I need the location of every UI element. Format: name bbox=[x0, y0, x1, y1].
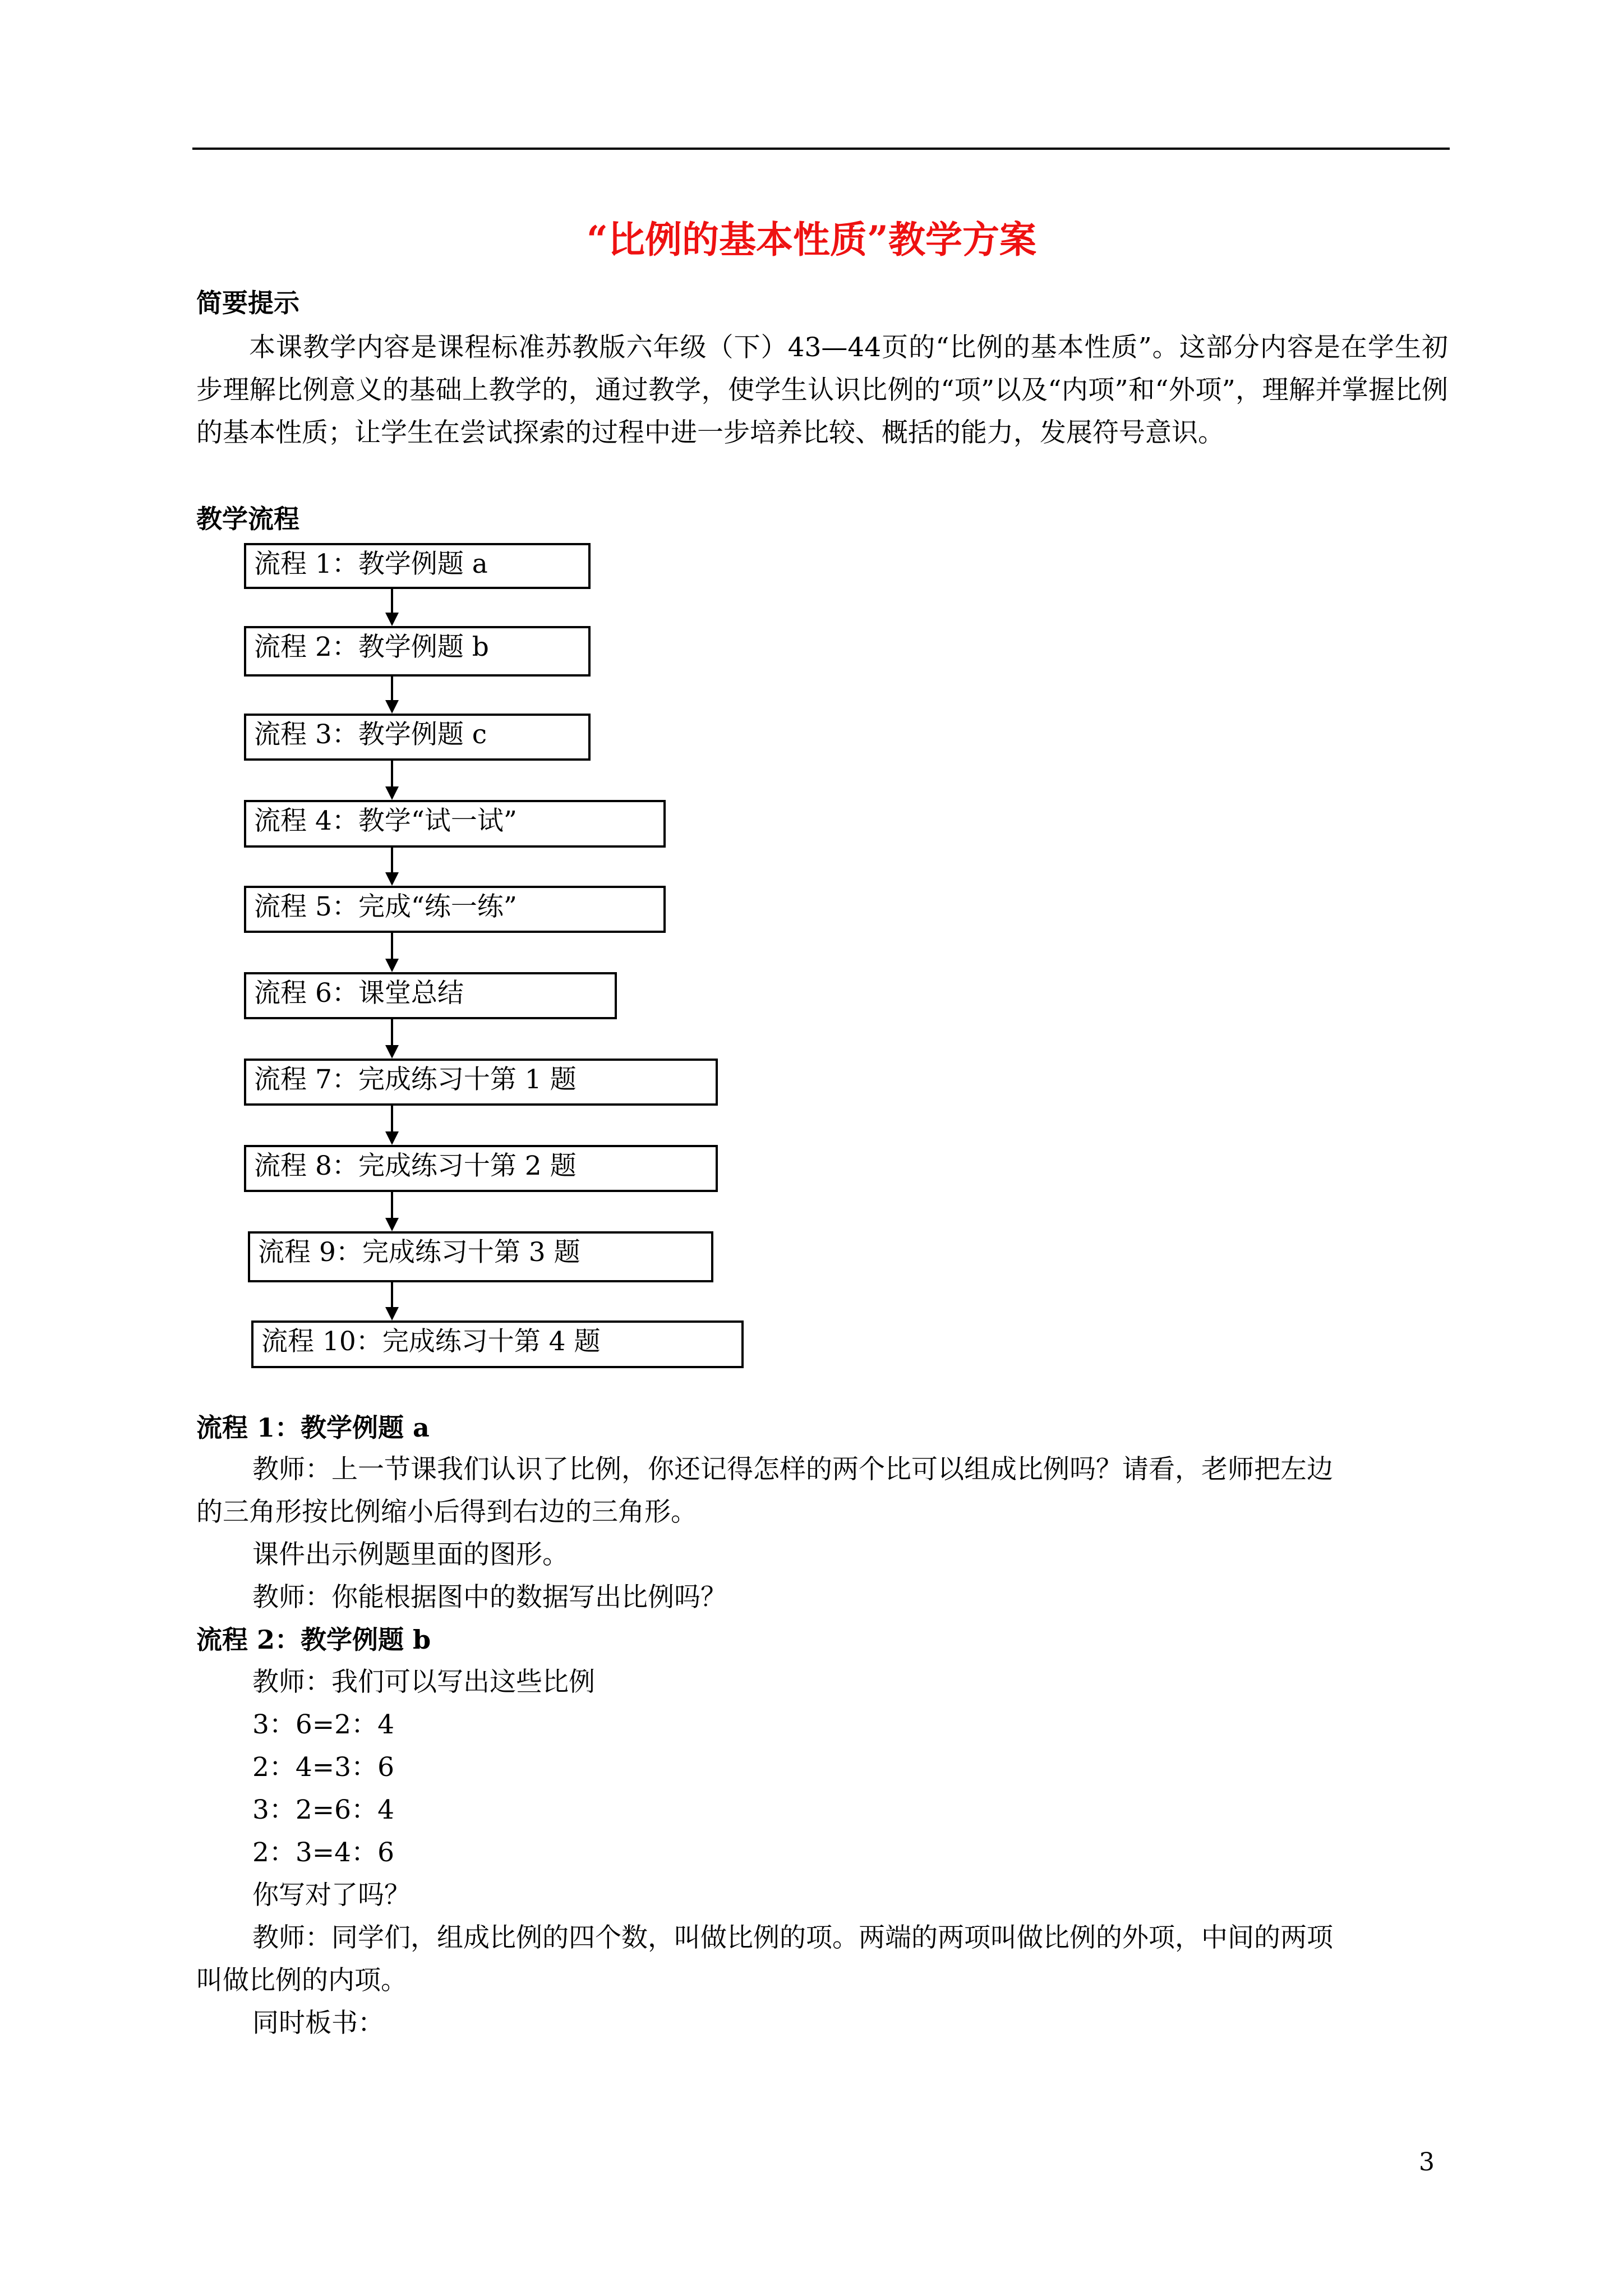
section2-para3-cont: 叫做比例的内项。 bbox=[196, 1965, 407, 1996]
section1-para3: 教师：你能根据图中的数据写出比例吗？ bbox=[252, 1582, 727, 1613]
flow-step-10: 流程 10：完成练习十第 4 题 bbox=[251, 1320, 744, 1368]
page-title: “比例的基本性质”教学方案 bbox=[587, 218, 1036, 261]
section2-para2: 你写对了吗？ bbox=[252, 1880, 411, 1911]
flow-step-7: 流程 7：完成练习十第 1 题 bbox=[244, 1059, 718, 1106]
flow-step-1: 流程 1：教学例题 a bbox=[244, 543, 591, 589]
arrow-down-icon bbox=[385, 1045, 399, 1059]
flow-step-3: 流程 3：教学例题 c bbox=[244, 714, 591, 761]
section1-heading: 流程 1：教学例题 a bbox=[196, 1412, 430, 1443]
flow-connector bbox=[391, 1106, 393, 1131]
flow-connector bbox=[391, 677, 393, 700]
intro-paragraph: 本课教学内容是课程标准苏教版六年级（下）43—44页的“比例的基本性质”。这部分内容是在学生初步理解比例意义的基础上教学的，通过教学，使学生认识比例的“项”以及“内项”和“外项”，理解并掌握比例的基本性质；让学生在尝试探索的过程中进一步培养比较、概括的能力，发展符号意识。 bbox=[196, 332, 1448, 448]
arrow-down-icon bbox=[385, 1131, 399, 1145]
arrow-down-icon bbox=[385, 700, 399, 714]
arrow-down-icon bbox=[385, 1307, 399, 1320]
flow-connector bbox=[391, 848, 393, 872]
flow-step-6: 流程 6：课堂总结 bbox=[244, 972, 617, 1019]
arrow-down-icon bbox=[385, 872, 399, 886]
ratio-line: 2：4=3：6 bbox=[252, 1752, 394, 1783]
flow-heading: 教学流程 bbox=[196, 504, 299, 534]
arrow-down-icon bbox=[385, 1218, 399, 1231]
flow-step-9: 流程 9：完成练习十第 3 题 bbox=[248, 1231, 713, 1282]
intro-heading: 简要提示 bbox=[196, 288, 299, 318]
section1-para1-cont: 的三角形按比例缩小后得到右边的三角形。 bbox=[196, 1497, 697, 1527]
arrow-down-icon bbox=[385, 786, 399, 800]
arrow-down-icon bbox=[385, 959, 399, 972]
flow-connector bbox=[391, 1019, 393, 1045]
flow-connector bbox=[391, 1192, 393, 1218]
section2-para3: 教师：同学们，组成比例的四个数，叫做比例的项。两端的两项叫做比例的外项，中间的两项 bbox=[252, 1922, 1333, 1953]
header-rule bbox=[192, 148, 1450, 150]
section1-para2: 课件出示例题里面的图形。 bbox=[252, 1539, 569, 1570]
flow-step-2: 流程 2：教学例题 b bbox=[244, 626, 591, 677]
section1-para1: 教师：上一节课我们认识了比例，你还记得怎样的两个比可以组成比例吗？请看，老师把左边 bbox=[252, 1454, 1333, 1485]
arrow-down-icon bbox=[385, 613, 399, 626]
flow-step-5: 流程 5：完成“练一练” bbox=[244, 886, 666, 933]
ratio-line: 3：2=6：4 bbox=[252, 1795, 394, 1825]
flow-connector bbox=[391, 933, 393, 959]
flow-connector bbox=[391, 761, 393, 786]
flow-step-8: 流程 8：完成练习十第 2 题 bbox=[244, 1145, 718, 1192]
flow-connector bbox=[391, 589, 393, 613]
flow-connector bbox=[391, 1282, 393, 1307]
section2-heading: 流程 2：教学例题 b bbox=[196, 1625, 431, 1655]
section2-para1: 教师：我们可以写出这些比例 bbox=[252, 1667, 595, 1697]
page-number: 3 bbox=[1419, 2148, 1435, 2177]
flow-step-4: 流程 4：教学“试一试” bbox=[244, 800, 666, 848]
section2-para4: 同时板书： bbox=[252, 2008, 384, 2039]
ratio-line: 3：6=2：4 bbox=[252, 1709, 394, 1740]
ratio-line: 2：3=4：6 bbox=[252, 1837, 394, 1868]
